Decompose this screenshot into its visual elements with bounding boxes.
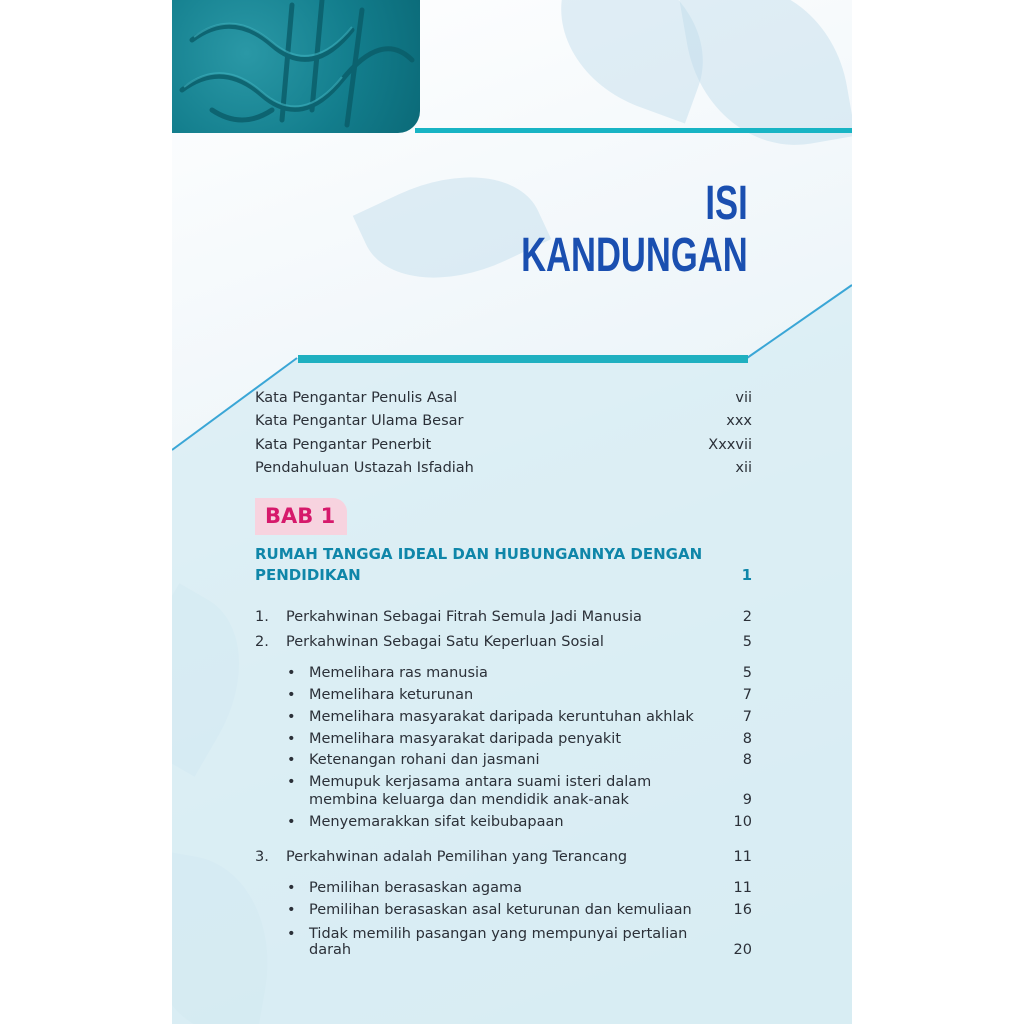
- section-page: 2: [742, 609, 752, 625]
- section-entry[interactable]: [255, 608, 752, 626]
- bullet-icon: •: [287, 731, 296, 747]
- subsection-entry[interactable]: [255, 901, 752, 919]
- panel-teal-bar: [298, 355, 748, 363]
- section-number: 3.: [255, 849, 269, 865]
- subsection-label-cont: membina keluarga dan mendidik anak-anak: [309, 792, 629, 808]
- subsection-label: Memelihara keturunan: [309, 687, 474, 703]
- subsection-page: 8: [742, 731, 752, 747]
- bullet-icon: •: [287, 709, 296, 725]
- page-title-line2: KANDUNGAN: [521, 229, 748, 282]
- subsection-entry[interactable]: [255, 730, 752, 748]
- subsection-page: 20: [733, 942, 752, 958]
- entry-label: Kata Pengantar Ulama Besar: [255, 413, 464, 429]
- chapter-page: 1: [741, 566, 752, 584]
- subsection-entry[interactable]: [255, 664, 752, 682]
- page-title-line1: ISI: [705, 177, 748, 230]
- subsection-page: 5: [742, 665, 752, 681]
- subsection-page: 9: [742, 792, 752, 808]
- entry-page: Xxxvii: [708, 437, 752, 453]
- chapter-title[interactable]: [255, 544, 752, 565]
- subsection-label: Memelihara masyarakat daripada keruntuhan akhlak: [309, 709, 694, 725]
- subsection-entry[interactable]: [255, 813, 752, 831]
- subsection-label: Memupuk kerjasama antara suami isteri dalam: [309, 774, 652, 790]
- entry-page: xii: [735, 460, 752, 476]
- bullet-icon: •: [287, 926, 296, 942]
- section-label: Perkahwinan Sebagai Fitrah Semula Jadi Manusia: [286, 609, 642, 625]
- subsection-label-cont: darah: [309, 942, 352, 958]
- entry-label: Kata Pengantar Penerbit: [255, 437, 432, 453]
- subsection-label: Ketenangan rohani dan jasmani: [309, 752, 540, 768]
- subsection-label: Menyemarakkan sifat keibubapaan: [309, 814, 564, 830]
- entry-label: Pendahuluan Ustazah Isfadiah: [255, 460, 474, 476]
- chapter-title-line1: RUMAH TANGGA IDEAL DAN HUBUNGANNYA DENGAN: [255, 545, 703, 563]
- subsection-label: Pemilihan berasaskan agama: [309, 880, 523, 896]
- bullet-icon: •: [287, 880, 296, 896]
- subsection-label: Pemilihan berasaskan asal keturunan dan kemuliaan: [309, 902, 692, 918]
- chapter-title-line2: PENDIDIKAN: [255, 566, 361, 584]
- subsection-page: 11: [733, 880, 752, 896]
- subsection-entry[interactable]: [255, 686, 752, 704]
- bullet-icon: •: [287, 814, 296, 830]
- bullet-icon: •: [287, 665, 296, 681]
- bullet-icon: •: [287, 687, 296, 703]
- subsection-page: 7: [742, 709, 752, 725]
- section-number: 1.: [255, 609, 269, 625]
- section-label: Perkahwinan adalah Pemilihan yang Terancang: [286, 849, 628, 865]
- subsection-entry[interactable]: [255, 708, 752, 726]
- section-entry[interactable]: [255, 848, 752, 866]
- subsection-page: 10: [733, 814, 752, 830]
- bullet-icon: •: [287, 752, 296, 768]
- section-page: 11: [733, 849, 752, 865]
- entry-page: vii: [735, 390, 752, 406]
- chapter-badge: BAB 1: [255, 498, 347, 535]
- bullet-icon: •: [287, 902, 296, 918]
- subsection-label: Memelihara masyarakat daripada penyakit: [309, 731, 622, 747]
- entry-page: xxx: [726, 413, 752, 429]
- subsection-entry[interactable]: [255, 751, 752, 769]
- subsection-label: Memelihara ras manusia: [309, 665, 488, 681]
- subsection-entry-cont[interactable]: [255, 791, 752, 809]
- subsection-entry[interactable]: [255, 773, 752, 791]
- subsection-page: 8: [742, 752, 752, 768]
- toc-entry[interactable]: [255, 436, 752, 454]
- section-page: 5: [742, 634, 752, 650]
- section-entry[interactable]: [255, 633, 752, 651]
- subsection-page: 16: [733, 902, 752, 918]
- chapter-title-cont[interactable]: [255, 565, 752, 586]
- subsection-page: 7: [742, 687, 752, 703]
- toc-page: [172, 0, 852, 1024]
- subsection-entry[interactable]: [255, 879, 752, 897]
- toc-entry[interactable]: [255, 412, 752, 430]
- toc-entry[interactable]: [255, 389, 752, 407]
- section-number: 2.: [255, 634, 269, 650]
- subsection-label: Tidak memilih pasangan yang mempunyai pertalian: [309, 926, 688, 942]
- subsection-entry-cont[interactable]: [255, 941, 752, 959]
- entry-label: Kata Pengantar Penulis Asal: [255, 390, 458, 406]
- toc-entry[interactable]: [255, 459, 752, 477]
- section-label: Perkahwinan Sebagai Satu Keperluan Sosial: [286, 634, 604, 650]
- bullet-icon: •: [287, 774, 296, 790]
